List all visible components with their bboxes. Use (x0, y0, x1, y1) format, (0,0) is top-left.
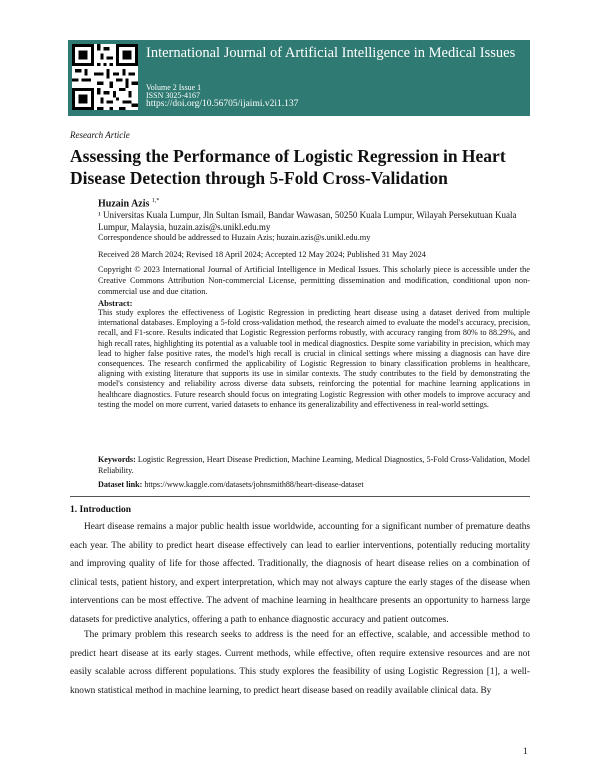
keywords (98, 454, 530, 476)
intro-paragraph-1: Heart disease remains a major public health issue worldwide, accounting for a significant number of premature deaths each year. The ability to predict heart disease effectively can lead to earlier interventions, potentially reducing mortality and improving quality of life for those affected. Traditionally, the diagnosis of heart disease relies on a combination of clinical tests, patient history, and expert interpretation, which may not always capture the early stages of the disease when interventions can be most effective. The advent of machine learning in healthcare presents an opportunity to harness large datasets for predictive analytics, offering a path to enhance diagnostic accuracy and patient outcomes. (70, 522, 530, 625)
page-number: 1 (523, 747, 528, 757)
journal-issn: ISSN 3025-4167 (146, 91, 201, 100)
author-line (98, 198, 159, 209)
correspondence: Correspondence should be addressed to Huzain Azis; huzain.azis@s.unikl.edu.my (98, 233, 371, 242)
author-affiliation (98, 210, 518, 243)
journal-volume: Volume 2 Issue 1 (146, 83, 202, 92)
dataset-label: Dataset link: (98, 480, 143, 489)
section-divider (70, 496, 530, 497)
keywords-label: Keywords: (98, 455, 136, 464)
dataset-link-line (98, 480, 530, 489)
dataset-url[interactable]: https://www.kaggle.com/datasets/johnsmith88/heart-disease-dataset (144, 480, 364, 489)
intro-paragraph-2: The primary problem this research seeks to address is the need for an effective, scalable, and accessible method to predict heart disease at its early stages. Current methods, while effective, often require extensive resources and are not easily scalable across different populations. This study explores the feasibility of using Logistic Regression [1], a well-known statistical method in machine learning, to predict heart disease based on readily available clinical data. By (70, 630, 530, 696)
doi-link[interactable]: https://doi.org/10.56705/ijaimi.v2i1.137 (146, 99, 299, 109)
abstract-body: This study explores the effectiveness of Logistic Regression in predicting heart disease using a dataset derived from multiple international databases. Employing a 5-fold cross-validation method, the research aimed to evaluate the model's accuracy, precision, recall, and F1-score. Results indicated that Logistic Regression performs robustly, with accuracy ranging from 80% to 88.29%, and high recall rates, highlighting its potential as a valuable tool in medical diagnostics. Despite some variability in precision, which may lead to higher false positive rates, the model's high recall is crucial in clinical settings where missing a diagnosis can have dire consequences. The research confirmed the applicability of Logistic Regression to binary classification problems in healthcare, aligning with existing literature that supports its use in similar contexts. The study contributes to the field by demonstrating the model's consistency and reliability across diverse data subsets, reinforcing the potential for machine learning applications in healthcare diagnostics. Future research should focus on integrating Logistic Regression with other models to improve accuracy and testing the model on more current, varied datasets to enhance its generalizability and effectiveness in real-world settings. (98, 308, 530, 409)
keywords-text: Logistic Regression, Heart Disease Prediction, Machine Learning, Medical Diagnostics, 5-Fold Cross-Validation, Model Reliability. (98, 455, 530, 475)
publication-dates: Received 28 March 2024; Revised 18 April 2024; Accepted 12 May 2024; Published 31 May 2024 (98, 250, 426, 259)
journal-title: International Journal of Artificial Intelligence in Medical Issues (146, 45, 516, 61)
copyright-notice: Copyright © 2023 International Journal of Artificial Intelligence in Medical Issues. This scholarly piece is accessible under the Creative Commons Attribution Non-commercial License, permitting dissemination and modification, conditional upon non-commercial use and due citation. (98, 265, 530, 296)
affiliation-text: ¹ Universitas Kuala Lumpur, Jln Sultan Ismail, Bandar Wawasan, 50250 Kuala Lumpur, Wilayah Persekutuan Kuala Lumpur, Malaysia, huzain.azis@s.unikl.edu.my (98, 210, 517, 232)
section-heading-introduction: 1. Introduction (70, 505, 132, 515)
abstract-heading: Abstract: (98, 298, 133, 308)
paper-title: Assessing the Performance of Logistic Regression in Heart Disease Detection through 5-Fold Cross-Validation (70, 146, 506, 188)
qr-code[interactable] (72, 44, 138, 110)
author-name: Huzain Azis (98, 198, 150, 210)
author-affiliation-marker: 1,* (151, 198, 160, 204)
article-type: Research Article (70, 130, 130, 140)
